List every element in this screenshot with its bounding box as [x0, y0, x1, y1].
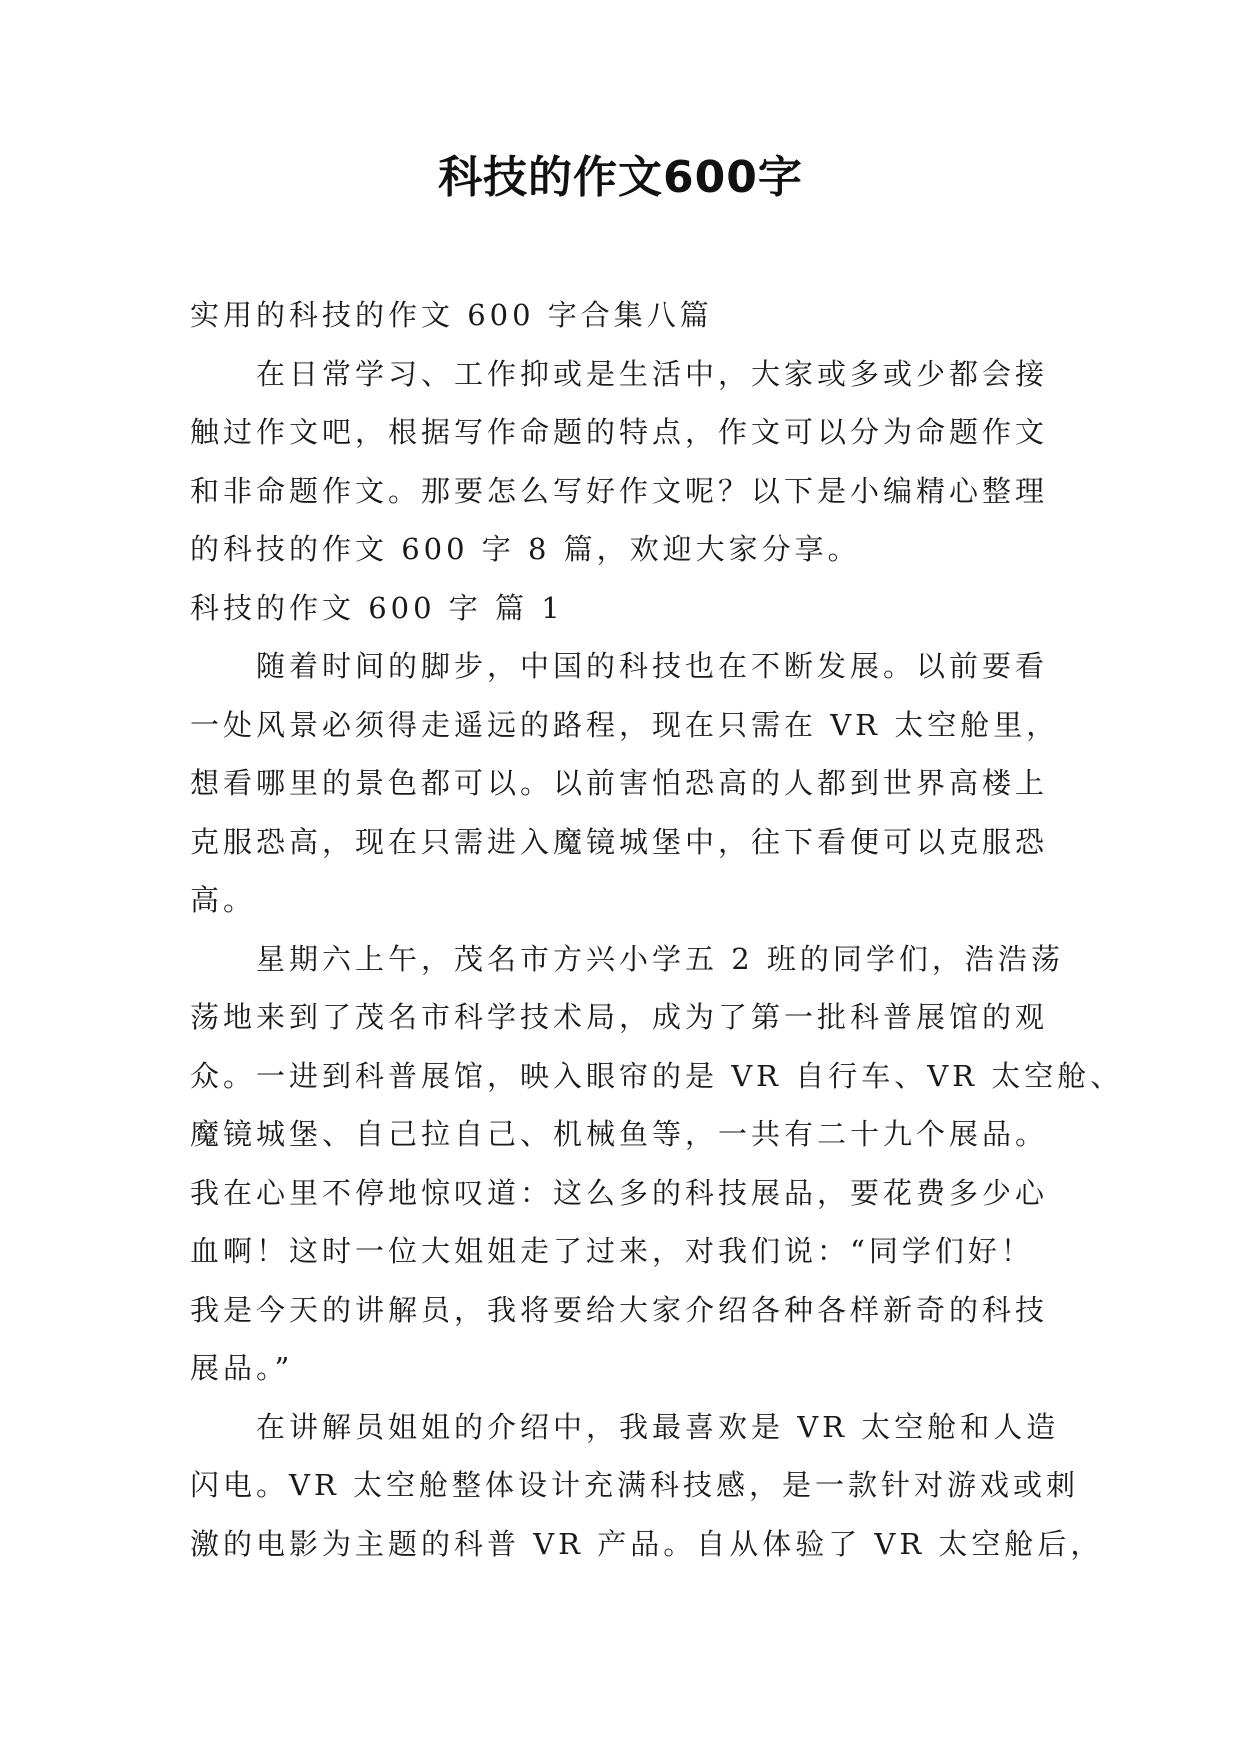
paragraph-line: 血啊！这时一位大姐姐走了过来，对我们说：“同学们好！: [190, 1234, 1034, 1268]
paragraph-line: 在日常学习、工作抑或是生活中，大家或多或少都会接: [256, 356, 1049, 391]
paragraph-line: 高。: [190, 883, 257, 917]
document-title: 科技的作文600字: [438, 152, 803, 203]
paragraph-line: 魔镜城堡、自己拉自己、机械鱼等，一共有二十九个展品。: [190, 1117, 1049, 1151]
section-heading-line: 科技的作文 600 字 篇 1: [190, 590, 564, 625]
paragraph-line: 激的电影为主题的科普 VR 产品。自从体验了 VR 太空舱后，: [190, 1526, 1104, 1561]
paragraph-line: 众。一进到科普展馆，映入眼帘的是 VR 自行车、VR 太空舱、: [190, 1058, 1124, 1093]
paragraph-line: 我是今天的讲解员，我将要给大家介绍各种各样新奇的科技: [190, 1292, 1049, 1327]
paragraph-line: 触过作文吧，根据写作命题的特点，作文可以分为命题作文: [190, 415, 1049, 449]
paragraph-line: 克服恐高，现在只需进入魔镜城堡中，往下看便可以克服恐: [190, 824, 1049, 859]
document-body: [190, 286, 1124, 1573]
paragraph-line: 和非命题作文。那要怎么写好作文呢？以下是小编精心整理: [190, 473, 1049, 508]
paragraph-line: 星期六上午，茂名市方兴小学五 2 班的同学们，浩浩荡: [256, 941, 1064, 976]
paragraph-line: 一处风景必须得走遥远的路程，现在只需在 VR 太空舱里，: [190, 707, 1060, 742]
paragraph-line: 展品。”: [190, 1351, 294, 1385]
paragraph-line: 的科技的作文 600 字 8 篇，欢迎大家分享。: [190, 532, 861, 566]
paragraph-line: 我在心里不停地惊叹道：这么多的科技展品，要花费多少心: [190, 1175, 1049, 1210]
paragraph-line: 在讲解员姐姐的介绍中，我最喜欢是 VR 太空舱和人造: [256, 1409, 1060, 1444]
paragraph-line: 随着时间的脚步，中国的科技也在不断发展。以前要看: [256, 649, 1049, 683]
paragraph-line: 想看哪里的景色都可以。以前害怕恐高的人都到世界高楼上: [190, 766, 1049, 800]
subtitle-line: 实用的科技的作文 600 字合集八篇: [190, 298, 713, 332]
paragraph-line: 荡地来到了茂名市科学技术局，成为了第一批科普展馆的观: [190, 1000, 1049, 1034]
paragraph-line: 闪电。VR 太空舱整体设计充满科技感，是一款针对游戏或刺: [190, 1468, 1079, 1502]
